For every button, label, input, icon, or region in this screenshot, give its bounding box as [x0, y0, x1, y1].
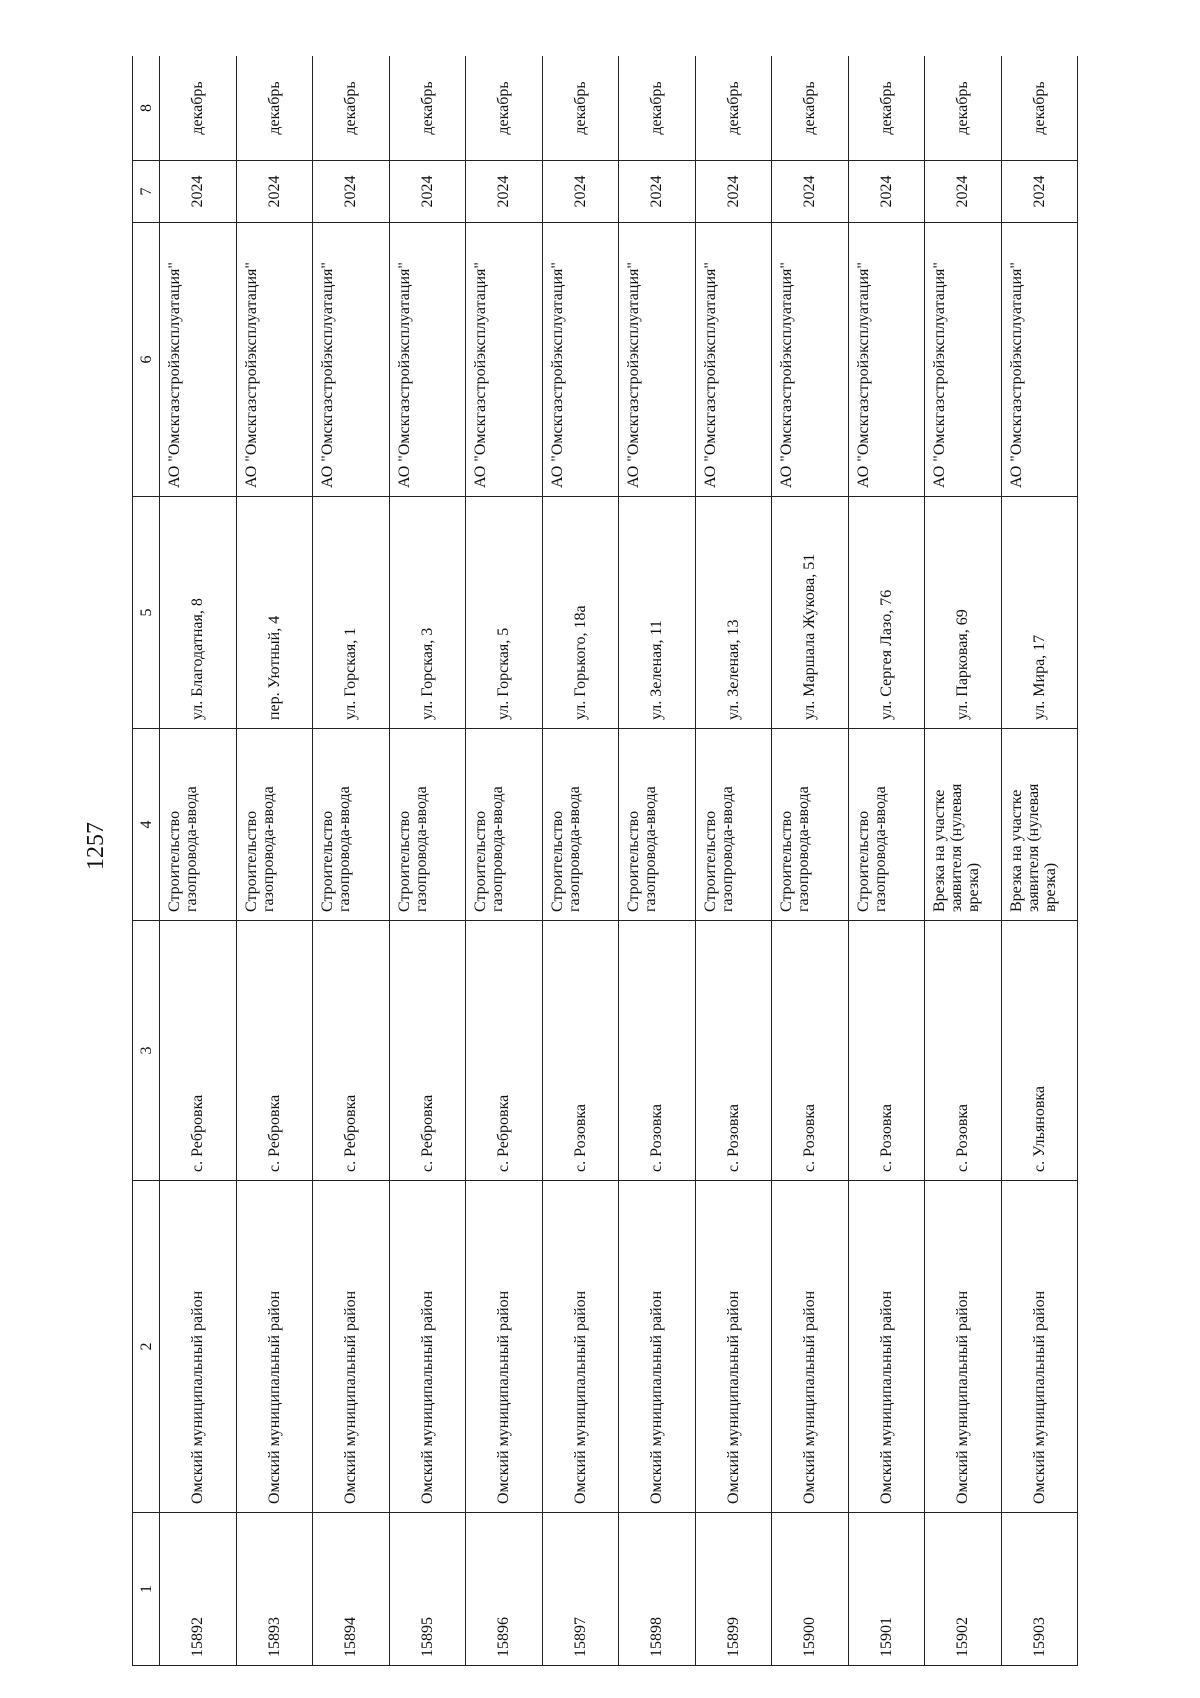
page-number — [83, 822, 109, 870]
cell-work-type: Строительство газопровода-ввода — [389, 729, 466, 921]
cell-month: декабрь — [695, 56, 772, 161]
column-header-3: 3 — [133, 921, 160, 1181]
table-row — [542, 56, 619, 1666]
cell-number: 15892 — [160, 1513, 237, 1666]
cell-organization: АО "Омскгазстройэксплуатация" — [466, 223, 543, 497]
cell-address: ул. Горького, 18а — [542, 497, 619, 729]
cell-settlement: с. Розовка — [619, 921, 696, 1181]
cell-year: 2024 — [313, 161, 390, 223]
cell-work-type: Врезка на участке заявителя (нулевая врезка) — [925, 729, 1002, 921]
cell-district: Омский муниципальный район — [619, 1181, 696, 1513]
cell-number: 15895 — [389, 1513, 466, 1666]
cell-year: 2024 — [772, 161, 849, 223]
cell-district: Омский муниципальный район — [848, 1181, 925, 1513]
cell-month: декабрь — [313, 56, 390, 161]
cell-organization: АО "Омскгазстройэксплуатация" — [389, 223, 466, 497]
cell-organization: АО "Омскгазстройэксплуатация" — [619, 223, 696, 497]
header-row — [133, 56, 160, 1666]
cell-year: 2024 — [466, 161, 543, 223]
table-row — [925, 56, 1002, 1666]
cell-settlement: с. Розовка — [848, 921, 925, 1181]
cell-settlement: с. Розовка — [695, 921, 772, 1181]
cell-address: ул. Парковая, 69 — [925, 497, 1002, 729]
table-row — [313, 56, 390, 1666]
cell-organization: АО "Омскгазстройэксплуатация" — [542, 223, 619, 497]
cell-month: декабрь — [389, 56, 466, 161]
cell-work-type: Строительство газопровода-ввода — [313, 729, 390, 921]
column-header-4: 4 — [133, 729, 160, 921]
cell-month: декабрь — [925, 56, 1002, 161]
cell-settlement: с. Розовка — [542, 921, 619, 1181]
table-row — [389, 56, 466, 1666]
table-row — [619, 56, 696, 1666]
cell-organization: АО "Омскгазстройэксплуатация" — [313, 223, 390, 497]
column-header-8: 8 — [133, 56, 160, 161]
column-header-6: 6 — [133, 223, 160, 497]
cell-district: Омский муниципальный район — [695, 1181, 772, 1513]
cell-settlement: с. Ребровка — [236, 921, 313, 1181]
cell-year: 2024 — [925, 161, 1002, 223]
table-row — [848, 56, 925, 1666]
table-row — [466, 56, 543, 1666]
cell-number: 15897 — [542, 1513, 619, 1666]
cell-year: 2024 — [389, 161, 466, 223]
cell-year: 2024 — [695, 161, 772, 223]
cell-month: декабрь — [236, 56, 313, 161]
cell-organization: АО "Омскгазстройэксплуатация" — [236, 223, 313, 497]
cell-district: Омский муниципальный район — [236, 1181, 313, 1513]
cell-work-type: Строительство газопровода-ввода — [848, 729, 925, 921]
cell-address: ул. Зеленая, 13 — [695, 497, 772, 729]
cell-address: ул. Мира, 17 — [1001, 497, 1078, 729]
cell-number: 15894 — [313, 1513, 390, 1666]
cell-district: Омский муниципальный район — [772, 1181, 849, 1513]
table-row — [160, 56, 237, 1666]
cell-year: 2024 — [1001, 161, 1078, 223]
table-row — [772, 56, 849, 1666]
cell-work-type: Строительство газопровода-ввода — [236, 729, 313, 921]
cell-organization: АО "Омскгазстройэксплуатация" — [695, 223, 772, 497]
cell-work-type: Строительство газопровода-ввода — [772, 729, 849, 921]
cell-district: Омский муниципальный район — [1001, 1181, 1078, 1513]
cell-settlement: с. Розовка — [772, 921, 849, 1181]
cell-number: 15900 — [772, 1513, 849, 1666]
cell-organization: АО "Омскгазстройэксплуатация" — [772, 223, 849, 497]
cell-settlement: с. Ребровка — [466, 921, 543, 1181]
table-container — [132, 56, 1078, 1666]
cell-address: ул. Сергея Лазо, 76 — [848, 497, 925, 729]
column-header-2: 2 — [133, 1181, 160, 1513]
cell-number: 15899 — [695, 1513, 772, 1666]
cell-month: декабрь — [848, 56, 925, 161]
cell-month: декабрь — [772, 56, 849, 161]
cell-month: декабрь — [542, 56, 619, 161]
cell-settlement: с. Розовка — [925, 921, 1002, 1181]
cell-number: 15902 — [925, 1513, 1002, 1666]
cell-address: ул. Горская, 1 — [313, 497, 390, 729]
cell-month: декабрь — [466, 56, 543, 161]
cell-district: Омский муниципальный район — [542, 1181, 619, 1513]
cell-district: Омский муниципальный район — [925, 1181, 1002, 1513]
cell-work-type: Строительство газопровода-ввода — [160, 729, 237, 921]
cell-number: 15896 — [466, 1513, 543, 1666]
cell-year: 2024 — [236, 161, 313, 223]
cell-district: Омский муниципальный район — [389, 1181, 466, 1513]
cell-district: Омский муниципальный район — [466, 1181, 543, 1513]
cell-number: 15893 — [236, 1513, 313, 1666]
cell-organization: АО "Омскгазстройэксплуатация" — [848, 223, 925, 497]
cell-work-type: Строительство газопровода-ввода — [619, 729, 696, 921]
cell-year: 2024 — [542, 161, 619, 223]
cell-month: декабрь — [1001, 56, 1078, 161]
cell-month: декабрь — [619, 56, 696, 161]
cell-address: ул. Горская, 3 — [389, 497, 466, 729]
cell-month: декабрь — [160, 56, 237, 161]
cell-address: ул. Благодатная, 8 — [160, 497, 237, 729]
cell-address: ул. Маршала Жукова, 51 — [772, 497, 849, 729]
cell-settlement: с. Ульяновка — [1001, 921, 1078, 1181]
cell-address: ул. Зеленая, 11 — [619, 497, 696, 729]
cell-work-type: Строительство газопровода-ввода — [466, 729, 543, 921]
cell-number: 15901 — [848, 1513, 925, 1666]
cell-district: Омский муниципальный район — [160, 1181, 237, 1513]
cell-address: ул. Горская, 5 — [466, 497, 543, 729]
cell-settlement: с. Ребровка — [389, 921, 466, 1181]
cell-address: пер. Уютный, 4 — [236, 497, 313, 729]
cell-number: 15898 — [619, 1513, 696, 1666]
cell-year: 2024 — [160, 161, 237, 223]
page-number-text: 1257 — [83, 822, 109, 870]
data-table — [132, 56, 1078, 1666]
cell-settlement: с. Ребровка — [313, 921, 390, 1181]
cell-organization: АО "Омскгазстройэксплуатация" — [1001, 223, 1078, 497]
table-row — [1001, 56, 1078, 1666]
table-row — [695, 56, 772, 1666]
column-header-1: 1 — [133, 1513, 160, 1666]
column-header-5: 5 — [133, 497, 160, 729]
cell-organization: АО "Омскгазстройэксплуатация" — [160, 223, 237, 497]
column-header-7: 7 — [133, 161, 160, 223]
cell-work-type: Строительство газопровода-ввода — [695, 729, 772, 921]
cell-work-type: Строительство газопровода-ввода — [542, 729, 619, 921]
cell-organization: АО "Омскгазстройэксплуатация" — [925, 223, 1002, 497]
cell-number: 15903 — [1001, 1513, 1078, 1666]
cell-year: 2024 — [848, 161, 925, 223]
cell-year: 2024 — [619, 161, 696, 223]
cell-work-type: Врезка на участке заявителя (нулевая врезка) — [1001, 729, 1078, 921]
table-row — [236, 56, 313, 1666]
cell-settlement: с. Ребровка — [160, 921, 237, 1181]
cell-district: Омский муниципальный район — [313, 1181, 390, 1513]
